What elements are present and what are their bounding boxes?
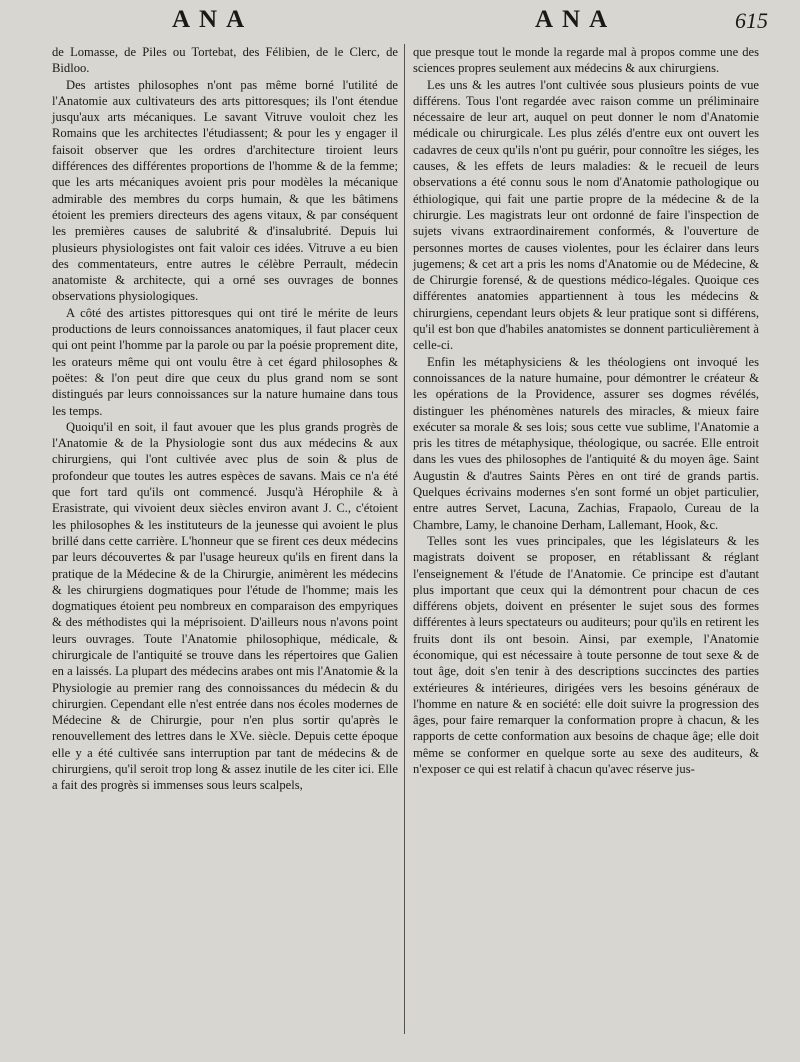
column-divider <box>404 44 405 1034</box>
running-head <box>0 6 800 40</box>
left-column <box>52 44 398 794</box>
paragraph: A côté des artistes pittoresques qui ont tiré le mérite de leurs productions de leurs connoissances anatomiques, il faut placer ceux qui ont peint l'homme par la parole ou par la poésie proprement dite, les orateurs même qui ont voulu être à cet égard philosophes & poëtes: & l'on peut dire que ceux du plus grand nom se sont distingués par leurs connoissances sur la nature humaine dans tous les temps. <box>52 305 398 418</box>
paragraph: que presque tout le monde la regarde mal à propos comme une des sciences propres seulement aux médecins & aux chirurgiens. <box>413 45 759 76</box>
page-number: 615 <box>735 8 768 33</box>
paragraph: Quoiqu'il en soit, il faut avouer que les plus grands progrès de l'Anatomie & de la Physiologie sont dus aux médecins & aux chirurgiens, qui l'ont cultivée avec plus de soin & plus de profondeur que toutes les autres espèces de savans. Mais ce n'a été que fort tard qu'ils ont commencé. Jusqu'à Hérophile & à Erasistrate, qui vivoient deux siècles environ avant J. C., c'étoient les philosophes & les instituteurs de la jeunesse qui avoient le plus brillé dans cette carrière. L'honneur que se firent ces deux médecins par leurs découvertes & par l'usage heureux qu'ils en firent dans la pratique de la Médecine & de la Chirurgie, animèrent les médecins & les chirurgiens dogmatiques pour l'étude de l'homme; mais les dogmatiques étoient peu nombreux en comparaison des empyriques & des méthodistes qui la méprisoient. D'ailleurs nous n'avons point leurs ouvrages. Toute l'Anatomie philosophique, médicale, & chirurgicale de l'antiquité se trouve dans les répertoires que Galien en a laissés. La plupart des médecins arabes ont mis l'Anatomie & la Physiologie au premier rang des connoissances du médecin & du chirurgien. Cependant elle n'est entrée dans nos écoles modernes de Médecine & de Chirurgie, pour n'en plus sortir qu'après le renouvellement des lettres dans le XVe. siècle. Depuis cette époque elle y a été cultivée sans interruption par tant de médecins & de chirurgiens, qu'il seroit trop long & assez inutile de les citer ici. Elle a fait des progrès si immenses sous leurs scalpels, <box>52 419 398 793</box>
running-head-right: ANA <box>535 6 617 33</box>
right-column <box>413 44 759 777</box>
paragraph: Enfin les métaphysiciens & les théologiens ont invoqué les connoissances de la nature humaine, pour démontrer le créateur & les opérations de la Providence, assurer ses dogmes révélés, distinguer les phénomènes naturels des miracles, & mieux faire exécuter sa morale & ses lois; sous cette vue sublime, l'Anatomie a pris les titres de métaphysique, théologique, ou sacrée. Elle entroit dans les vues des philosophes de l'antiquité & du moyen âge. Saint Augustin & d'autres Saints Pères en ont tiré de grands partis. Quelques écrivains modernes s'en sont formé un objet particulier, entre autres Servet, Lacuna, Zachias, Frapaolo, Cureau de la Chambre, Lamy, le chanoine Derham, Lallemant, Hook, &c. <box>413 354 759 532</box>
running-head-left: ANA <box>172 6 254 33</box>
paragraph: de Lomasse, de Piles ou Tortebat, des Félibien, de le Clerc, de Bidloo. <box>52 45 398 76</box>
paragraph: Les uns & les autres l'ont cultivée sous plusieurs points de vue différens. Tous l'ont regardée avec raison comme un préliminaire nécessaire de leur art, auquel on peut donner le nom d'Anatomie médicale ou chirurgicale. Les plus zélés d'entre eux ont ouvert les cadavres de ceux qu'ils n'ont pu guérir, pour connoître les siéges, les causes, & les effets de leurs maladies: & le recueil de leurs observations a été connu sous le nom d'Anatomie pathologique ou éthiologique, qui fait une partie propre de la médecine & de la chirurgie. Les magistrats leur ont ordonné de faire l'inspection de sujets vivans extraordinairement conformés, & l'ouverture de personnes mortes de causes violentes, pour les éclairer dans leurs jugemens; & cet art a pris les noms d'Anatomie ou de Médecine, & de Chirurgie forensé, & de questions médico-légales. Quoique ces différentes anatomies appartiennent à tous les médecins & chirurgiens, cependant leurs objets & leur pratique sont si différens, qu'il est bon que d'habiles anatomistes se donnent particulièrement à celle-ci. <box>413 77 759 353</box>
paragraph: Des artistes philosophes n'ont pas même borné l'utilité de l'Anatomie aux cultivateurs des arts pittoresques; ils l'ont étendue jusqu'aux arts mécaniques. Le savant Vitruve vouloit chez les Romains que les architectes l'étudiassent; & pour les y engager il faisoit observer que les ordres d'architecture tiroient leurs différences des différentes proportions de l'homme & de la femme; que les arts mécaniques avoient pris pour modèles la mécanique admirable des membres du corps humain, & que les bâtimens étoient les premiers directeurs des agens vitaux, & par conséquent les premières causes de salubrité & d'insalubrité. Depuis lui plusieurs physiologistes ont fait valoir ces idées. Vitruve a eu bien des commentateurs, entre autres le célèbre Perrault, médecin anatomiste & architecte, qui a orné ses ouvrages de bonnes observations physiologiques. <box>52 77 398 304</box>
paragraph: Telles sont les vues principales, que les législateurs & les magistrats doivent se proposer, en rétablissant & réglant l'enseignement & l'étude de l'Anatomie. Ce principe est d'autant plus important que ceux qui la démontrent pour chacun de ces différens objets, doivent en présenter le sujet sous des formes différentes à leurs spectateurs ou auditeurs; pour qu'ils en retirent les fruits dont ils ont besoin. Ainsi, par exemple, l'Anatomie économique, qui est nécessaire à toute personne de tout sexe & de tout âge, doit s'en tenir à des descriptions succinctes des parties extérieures & intérieures, dirigées vers les besoins généraux de l'homme en nature & en société: elle doit suivre la progression des âges, pour faire remarquer la conformation propre à chacun, & les rapports de cette conformation aux besoins de chaque âge; elle doit même se conformer en quelque sorte au sexe des auditeurs, & n'exposer ce qui est relatif à chacun qu'avec réserve jus- <box>413 533 759 777</box>
